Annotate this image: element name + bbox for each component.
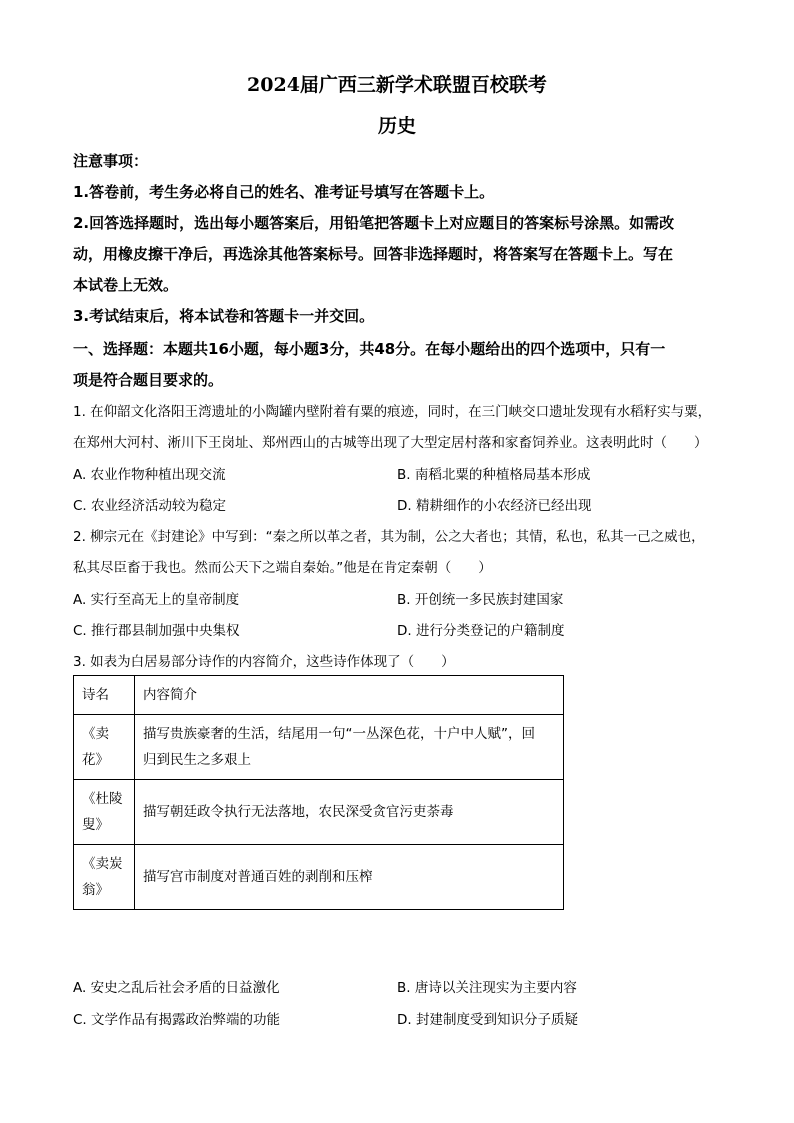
- table-row: [74, 780, 564, 845]
- poem-desc-line: 描写朝廷政令执行无法落地，农民深受贪官污吏荼毒: [143, 804, 454, 820]
- section-line: 项是符合题目要求的。: [73, 371, 224, 389]
- option-c[interactable]: C. 农业经济活动较为稳定: [73, 498, 227, 514]
- poem-desc-line: 描写贵族豪奢的生活，结尾用一句“一丛深色花，十户中人赋”，回: [143, 726, 535, 742]
- notice-line: 2.回答选择题时，选出每小题答案后，用铅笔把答题卡上对应题目的答案标号涂黑。如需改: [73, 214, 675, 232]
- poem-name-cell: [74, 780, 135, 845]
- poem-desc-cell: [135, 845, 564, 910]
- exam-title: 2024届广西三新学术联盟百校联考: [247, 74, 547, 96]
- subject-title: 历史: [377, 115, 416, 137]
- question-stem: 私其尽臣畜于我也。然而公天下之端自秦始。”他是在肯定秦朝（ ）: [73, 560, 492, 576]
- table-header-cell: 诗名: [74, 676, 135, 715]
- table-row: [74, 715, 564, 780]
- table-header-cell: 内容简介: [135, 676, 564, 715]
- poem-desc-cell: [135, 715, 564, 780]
- option-c[interactable]: C. 推行郡县制加强中央集权: [73, 623, 240, 639]
- notice-heading: 注意事项：: [73, 152, 149, 170]
- poem-table: [73, 675, 564, 910]
- question-stem: 1. 在仰韶文化洛阳王湾遗址的小陶罐内壁附着有粟的痕迹，同时，在三门峡交口遗址发现有水稻籽实与粟，: [73, 404, 712, 420]
- option-a[interactable]: A. 实行至高无上的皇帝制度: [73, 592, 240, 608]
- table-header-row: [74, 676, 564, 715]
- notice-line: 1.答卷前，考生务必将自己的姓名、准考证号填写在答题卡上。: [73, 183, 495, 201]
- poem-desc-cell: [135, 780, 564, 845]
- poem-name-line: 叟》: [82, 817, 109, 833]
- notice-line: 3.考试结束后，将本试卷和答题卡一并交回。: [73, 307, 375, 325]
- section-line: 一、选择题：本题共16小题，每小题3分，共48分。在每小题给出的四个选项中，只有一: [73, 340, 666, 358]
- notice-line: 本试卷上无效。: [73, 276, 179, 294]
- option-b[interactable]: B. 南稻北粟的种植格局基本形成: [397, 467, 591, 483]
- poem-name-line: 《卖: [82, 726, 109, 742]
- poem-name-line: 花》: [82, 752, 109, 768]
- poem-desc-line: 归到民生之多艰上: [143, 752, 251, 768]
- poem-name-line: 《杜陵: [82, 791, 123, 807]
- option-d[interactable]: D. 进行分类登记的户籍制度: [397, 623, 565, 639]
- question-stem: 在郑州大河村、淅川下王岗址、郑州西山的古城等出现了大型定居村落和家畜饲养业。这表明此时（ ）: [73, 435, 708, 451]
- option-b[interactable]: B. 唐诗以关注现实为主要内容: [397, 980, 577, 996]
- option-d[interactable]: D. 精耕细作的小农经济已经出现: [397, 498, 592, 514]
- option-a[interactable]: A. 农业作物种植出现交流: [73, 467, 226, 483]
- notice-line: 动，用橡皮擦干净后，再选涂其他答案标号。回答非选择题时，将答案写在答题卡上。写在: [73, 245, 674, 263]
- option-c[interactable]: C. 文学作品有揭露政治弊端的功能: [73, 1012, 281, 1028]
- poem-name-cell: [74, 715, 135, 780]
- poem-name-line: 《卖炭: [82, 856, 123, 872]
- question-stem: 3. 如表为白居易部分诗作的内容简介，这些诗作体现了（ ）: [73, 654, 455, 670]
- option-b[interactable]: B. 开创统一多民族封建国家: [397, 592, 564, 608]
- question-stem: 2. 柳宗元在《封建论》中写到：“秦之所以革之者，其为制，公之大者也；其情，私也，私其一己之威也，: [73, 529, 705, 545]
- poem-desc-line: 描写宫市制度对普通百姓的剥削和压榨: [143, 869, 373, 885]
- poem-name-cell: [74, 845, 135, 910]
- option-d[interactable]: D. 封建制度受到知识分子质疑: [397, 1012, 578, 1028]
- poem-name-line: 翁》: [82, 882, 109, 898]
- table-row: [74, 845, 564, 910]
- option-a[interactable]: A. 安史之乱后社会矛盾的日益激化: [73, 980, 280, 996]
